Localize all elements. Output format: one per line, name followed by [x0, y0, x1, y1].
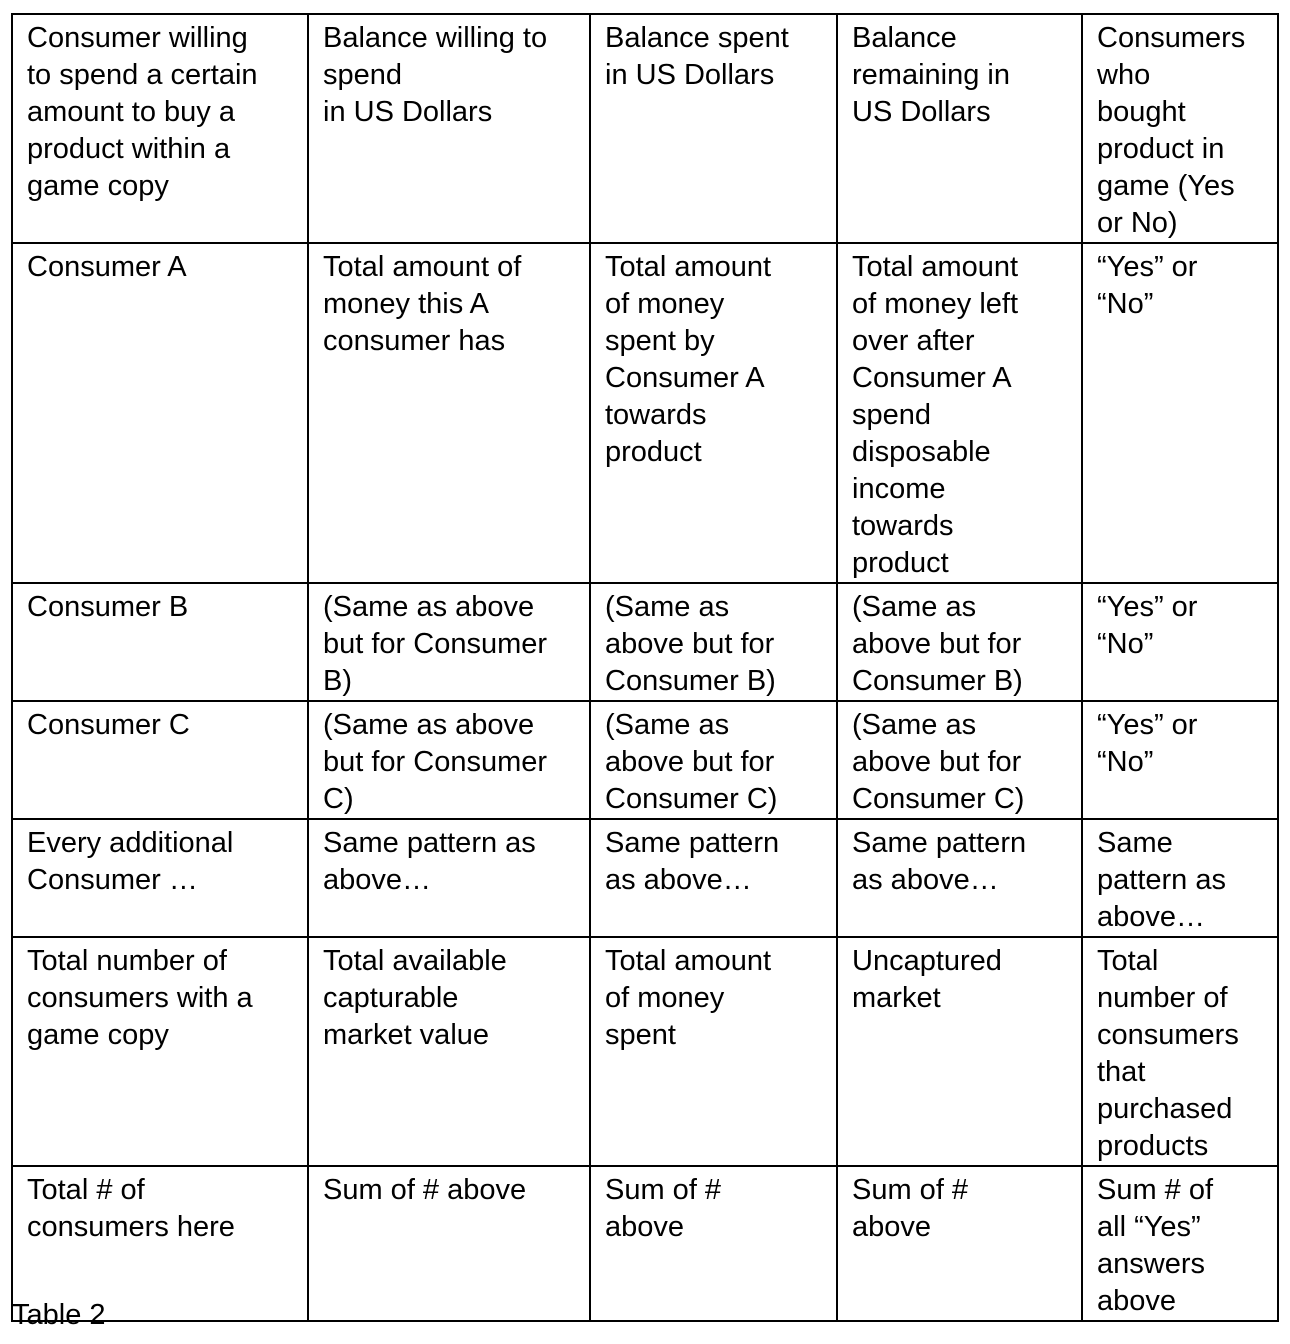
table-cell: Every additional Consumer … — [12, 819, 308, 937]
table-cell: Sum of # above — [837, 1166, 1082, 1321]
table-header-cell: Consumers who bought product in game (Yes or No) — [1082, 14, 1278, 243]
table-cell: Total amount of money this A consumer has — [308, 243, 590, 583]
table-cell: (Same as above but for Consumer B) — [590, 583, 837, 701]
table-row — [12, 937, 1278, 1166]
table-cell: Sum # of all “Yes” answers above — [1082, 1166, 1278, 1321]
table-header-row — [12, 14, 1278, 243]
table-row — [12, 701, 1278, 819]
table-body — [12, 14, 1278, 1321]
table-row — [12, 819, 1278, 937]
table-cell: Total number of consumers with a game copy — [12, 937, 308, 1166]
table-cell: (Same as above but for Consumer B) — [308, 583, 590, 701]
table-row — [12, 1166, 1278, 1321]
consumer-spending-table — [11, 13, 1279, 1322]
table-header-cell: Balance spent in US Dollars — [590, 14, 837, 243]
table-cell: Uncaptured market — [837, 937, 1082, 1166]
table-cell: Total amount of money spent by Consumer A towards product — [590, 243, 837, 583]
table-cell: (Same as above but for Consumer C) — [590, 701, 837, 819]
table-cell: “Yes” or “No” — [1082, 583, 1278, 701]
table-cell: Total # of consumers here — [12, 1166, 308, 1321]
table-cell: Consumer B — [12, 583, 308, 701]
table-cell: Same pattern as above… — [308, 819, 590, 937]
table-header-cell: Balance willing to spend in US Dollars — [308, 14, 590, 243]
table-header-cell: Balance remaining in US Dollars — [837, 14, 1082, 243]
table-cell: Consumer C — [12, 701, 308, 819]
table-cell: Consumer A — [12, 243, 308, 583]
table-cell: Sum of # above — [308, 1166, 590, 1321]
table-cell: Same pattern as above… — [837, 819, 1082, 937]
table-cell: Total amount of money spent — [590, 937, 837, 1166]
table-cell: (Same as above but for Consumer B) — [837, 583, 1082, 701]
table-cell: “Yes” or “No” — [1082, 701, 1278, 819]
table-cell: Same pattern as above… — [590, 819, 837, 937]
table-row — [12, 583, 1278, 701]
table-cell: Same pattern as above… — [1082, 819, 1278, 937]
table-row — [12, 243, 1278, 583]
table-cell: (Same as above but for Consumer C) — [837, 701, 1082, 819]
table-cell: (Same as above but for Consumer C) — [308, 701, 590, 819]
table-header-cell: Consumer willing to spend a certain amount to buy a product within a game copy — [12, 14, 308, 243]
table-cell: Total amount of money left over after Consumer A spend disposable income towards product — [837, 243, 1082, 583]
table-caption: Table 2 — [12, 1299, 106, 1331]
table-cell: “Yes” or “No” — [1082, 243, 1278, 583]
table-cell: Total available capturable market value — [308, 937, 590, 1166]
table-cell: Total number of consumers that purchased products — [1082, 937, 1278, 1166]
table-cell: Sum of # above — [590, 1166, 837, 1321]
